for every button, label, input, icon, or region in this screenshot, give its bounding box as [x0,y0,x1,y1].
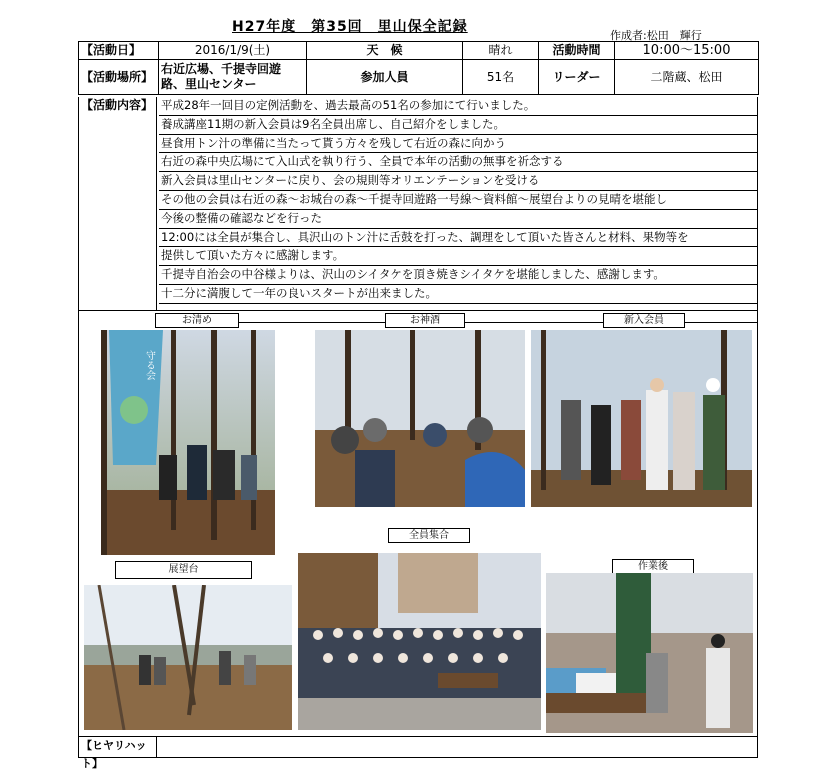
photo-shinnyu [531,330,752,507]
hiyari-hatto-row [78,736,758,770]
photo-omiki [315,330,525,507]
activity-content [78,97,758,311]
photo-zenin [298,553,541,730]
date-value: 2016/1/9(土) [159,42,307,60]
photo-sagyogo [546,573,753,733]
content-line: 昼食用トン汁の準備に当たって貰う方々を残して右近の森に向かう [159,135,757,154]
time-value: 10:00〜15:00 [615,42,759,60]
photo-okiyome [101,330,275,555]
banner-text: 守る会 [143,350,155,380]
photo-tenbodai [84,585,292,730]
content-line: 平成28年一回目の定例活動を、過去最高の51名の参加にて行いました。 [159,97,757,116]
weather-label: 天 候 [307,42,463,60]
content-line: 提供して頂いた方々に感謝します。 [159,247,757,266]
date-label: 【活動日】 [79,42,159,60]
caption-sagyogo: 作業後 [612,559,694,574]
header-table [78,41,759,95]
leader-value: 二階蔵、松田 [615,60,759,95]
time-label: 活動時間 [539,42,615,60]
author: 作成者:松田 輝行 [610,29,702,42]
content-line: 千提寺自治会の中谷様よりは、沢山のシイタケを頂き焼きシイタケを堪能しました、感謝します。 [159,266,757,285]
content-line: 右近の森中央広場にて入山式を執り行う、全員で本年の活動の無事を祈念する [159,153,757,172]
participants-label: 参加人員 [307,60,463,95]
place-value: 右近広場、千提寺回遊路、里山センター [159,60,307,95]
caption-shinnyu: 新入会員 [603,313,685,328]
leader-label: リーダー [539,60,615,95]
caption-okiyome: お清め [155,313,239,328]
page-title: H27年度 第35回 里山保全記録 [232,19,468,35]
caption-zenin: 全員集合 [388,528,470,543]
content-line: その他の会員は右近の森〜お城台の森〜千提寺回遊路一号線〜資料館〜展望台よりの見晴を堪能し [159,191,757,210]
caption-omiki: お神酒 [385,313,465,328]
participants-value: 51名 [463,60,539,95]
hiyari-hatto-label: 【ヒヤリハット】 [79,737,157,757]
content-line: 今後の整備の確認などを行った [159,210,757,229]
content-line: 12:00には全員が集合し、具沢山のトン汁に舌鼓を打った、調理をして頂いた皆さんと材料、果物等を [159,229,757,248]
content-line: 新入会員は里山センターに戻り、会の規則等オリエンテーションを受ける [159,172,757,191]
content-label: 【活動内容】 [79,97,157,310]
caption-tenbodai: 展望台 [115,561,252,579]
content-line: 十二分に満腹して一年の良いスタートが出来ました。 [159,285,757,304]
place-label: 【活動場所】 [79,60,159,95]
content-lines [159,97,757,323]
weather-value: 晴れ [463,42,539,60]
content-line: 養成講座11期の新入会員は9名全員出席し、自己紹介をしました。 [159,116,757,135]
